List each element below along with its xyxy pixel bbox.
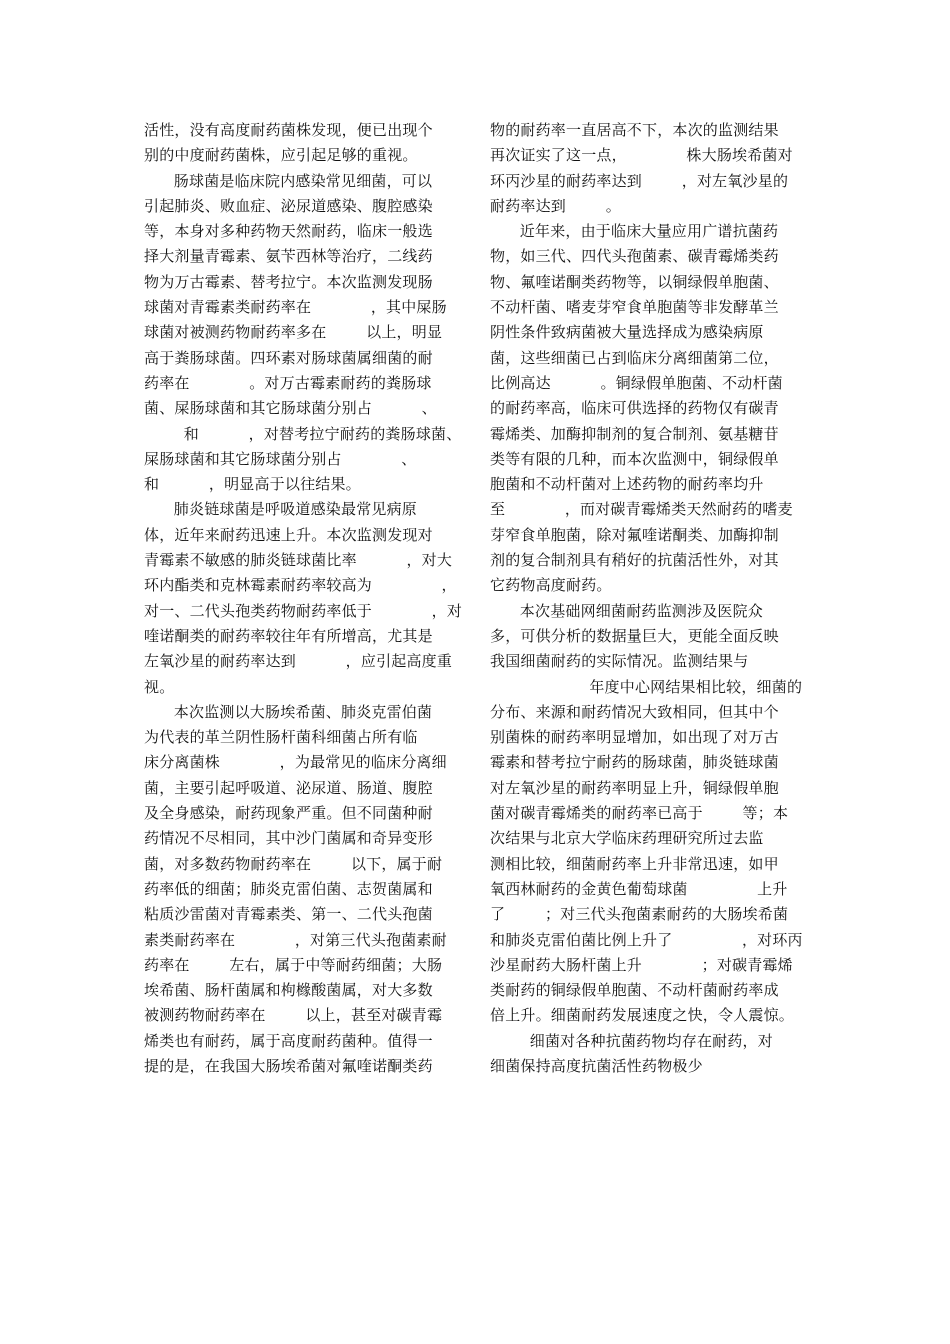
text-line: 埃希菌、肠杆菌属和枸橼酸菌属，对大多数 [144, 981, 433, 1000]
text-line: 菌、屎肠球菌和其它肠球菌分别占 、 [144, 399, 437, 418]
text-line: 视。 [144, 677, 175, 696]
text-line: 床分离菌株 ，为最常见的临床分离细 [144, 753, 447, 772]
text-line: 菌，对多数药物耐药率在 以下，属于耐 [144, 854, 443, 873]
text-line: 类等有限的几种，而本次监测中，铜绿假单 [490, 449, 779, 468]
text-line: 阴性条件致病菌被大量选择成为感染病原 [490, 323, 764, 342]
right-text-column [490, 118, 812, 1079]
text-line: 环内酯类和克林霉素耐药率较高为 ， [144, 576, 457, 595]
text-line: 沙星耐药大肠杆菌上升 ；对碳青霉烯 [490, 955, 793, 974]
left-text-column [144, 118, 462, 1079]
text-line: 近年来，由于临床大量应用广谱抗菌药 [490, 222, 779, 241]
text-line: 和 ，明显高于以往结果。 [144, 475, 361, 494]
text-line: 素类耐药率在 ，对第三代头孢菌素耐 [144, 930, 447, 949]
text-line: 对左氧沙星的耐药率明显上升，铜绿假单胞 [490, 778, 779, 797]
text-line: 对一、二代头孢类药物耐药率低于 ，对 [144, 601, 462, 620]
text-line: 菌，主要引起呼吸道、泌尿道、肠道、腹腔 [144, 778, 433, 797]
text-line: 提的是，在我国大肠埃希菌对氟喹诺酮类药 [144, 1056, 433, 1075]
text-line: 及全身感染，耐药现象严重。但不同菌种耐 [144, 804, 433, 823]
text-line: 等，本身对多种药物天然耐药，临床一般选 [144, 222, 433, 241]
text-line: 细菌对各种抗菌药物均存在耐药，对 [490, 1031, 773, 1050]
text-line: 屎肠球菌和其它肠球菌分别占 、 [144, 449, 417, 468]
text-line: 氧西林耐药的金黄色葡萄球菌 上升 [490, 879, 788, 898]
text-line: 烯类也有耐药，属于高度耐药菌种。值得一 [144, 1031, 433, 1050]
text-line: 物、氟喹诺酮类药物等，以铜绿假单胞菌、 [490, 272, 779, 291]
text-line: 左氧沙星的耐药率达到 ，应引起高度重 [144, 652, 453, 671]
text-line: 芽窄食单胞菌，除对氟喹诺酮类、加酶抑制 [490, 525, 779, 544]
text-line: 球菌对被测药物耐药率多在 以上，明显 [144, 323, 443, 342]
text-line: 了 ；对三代头孢菌素耐药的大肠埃希菌 [490, 905, 789, 924]
text-line: 菌，这些细菌已占到临床分离细菌第二位， [490, 348, 779, 367]
text-line: 剂的复合制剂具有稍好的抗菌活性外，对其 [490, 551, 779, 570]
text-line: 霉烯类、加酶抑制剂的复合制剂、氨基糖苷 [490, 424, 779, 443]
text-line: 药情况不尽相同，其中沙门菌属和奇异变形 [144, 829, 433, 848]
text-line: 粘质沙雷菌对青霉素类、第一、二代头孢菌 [144, 905, 433, 924]
text-line: 被测药物耐药率在 以上，甚至对碳青霉 [144, 1006, 443, 1025]
text-line: 为代表的革兰阴性肠杆菌科细菌占所有临 [144, 728, 418, 747]
text-line: 球菌对青霉素类耐药率在 ，其中屎肠 [144, 298, 447, 317]
text-line: 它药物高度耐药。 [490, 576, 612, 595]
text-line: 次结果与北京大学临床药理研究所过去监 [490, 829, 764, 848]
text-line: 别菌株的耐药率明显增加，如出现了对万古 [490, 728, 779, 747]
text-line: 体，近年来耐药迅速上升。本次监测发现对 [144, 525, 433, 544]
text-line: 霉素和替考拉宁耐药的肠球菌，肺炎链球菌 [490, 753, 779, 772]
text-line: 肠球菌是临床院内感染常见细菌，可以 [144, 171, 433, 190]
text-line: 物的耐药率一直居高不下，本次的监测结果 [490, 121, 779, 139]
text-line: 年度中心网结果相比较，细菌的 [490, 677, 803, 696]
text-line: 药率在 。对万古霉素耐药的粪肠球 [144, 373, 432, 392]
text-line: 我国细菌耐药的实际情况。监测结果与 [490, 652, 749, 671]
text-line: 耐药率达到 。 [490, 196, 621, 215]
text-line: 胞菌和不动杆菌对上述药物的耐药率均升 [490, 475, 764, 494]
text-line: 分布、来源和耐药情况大致相同，但其中个 [490, 702, 779, 721]
text-line: 物为万古霉素、替考拉宁。本次监测发现肠 [144, 272, 433, 291]
text-line: 本次基础网细菌耐药监测涉及医院众 [490, 601, 764, 620]
text-line: 药率低的细菌；肺炎克雷伯菌、志贺菌属和 [144, 879, 433, 898]
text-line: 类耐药的铜绿假单胞菌、不动杆菌耐药率成 [490, 981, 779, 1000]
text-line: 别的中度耐药菌株，应引起足够的重视。 [144, 146, 418, 165]
text-line: 测相比较，细菌耐药率上升非常迅速，如甲 [490, 854, 779, 873]
text-line: 活性，没有高度耐药菌株发现，便已出现个 [144, 121, 433, 139]
text-line: 细菌保持高度抗菌活性药物极少 [490, 1056, 703, 1075]
text-line: 青霉素不敏感的肺炎链球菌比率 ，对大 [144, 551, 453, 570]
text-line: 肺炎链球菌是呼吸道感染最常见病原 [144, 500, 418, 519]
text-line: 环丙沙星的耐药率达到 ，对左氧沙星的 [490, 171, 789, 190]
text-line: 择大剂量青霉素、氨苄西林等治疗，二线药 [144, 247, 433, 266]
text-line: 和 ，对替考拉宁耐药的粪肠球菌、 [144, 424, 462, 443]
text-line: 和肺炎克雷伯菌比例上升了 ，对环丙 [490, 930, 803, 949]
text-line: 高于粪肠球菌。四环素对肠球菌属细菌的耐 [144, 348, 433, 367]
text-line: 菌对碳青霉烯类的耐药率已高于 等；本 [490, 804, 789, 823]
text-line: 的耐药率高，临床可供选择的药物仅有碳青 [490, 399, 779, 418]
text-line: 物，如三代、四代头孢菌素、碳青霉烯类药 [490, 247, 779, 266]
text-line: 倍上升。细菌耐药发展速度之快，令人震惊。 [490, 1006, 795, 1025]
text-line: 再次证实了这一点， 株大肠埃希菌对 [490, 146, 793, 165]
text-line: 喹诺酮类的耐药率较往年有所增高，尤其是 [144, 626, 433, 645]
text-line: 至 ，而对碳青霉烯类天然耐药的嗜麦 [490, 500, 793, 519]
text-line: 不动杆菌、嗜麦芽窄食单胞菌等非发酵革兰 [490, 298, 779, 317]
text-line: 比例高达 。铜绿假单胞菌、不动杆菌 [490, 373, 783, 392]
text-line: 引起肺炎、败血症、泌尿道感染、腹腔感染 [144, 196, 433, 215]
text-line: 多，可供分析的数据量巨大，更能全面反映 [490, 626, 779, 645]
text-line: 药率在 左右，属于中等耐药细菌；大肠 [144, 955, 443, 974]
text-line: 本次监测以大肠埃希菌、肺炎克雷伯菌 [144, 702, 433, 721]
